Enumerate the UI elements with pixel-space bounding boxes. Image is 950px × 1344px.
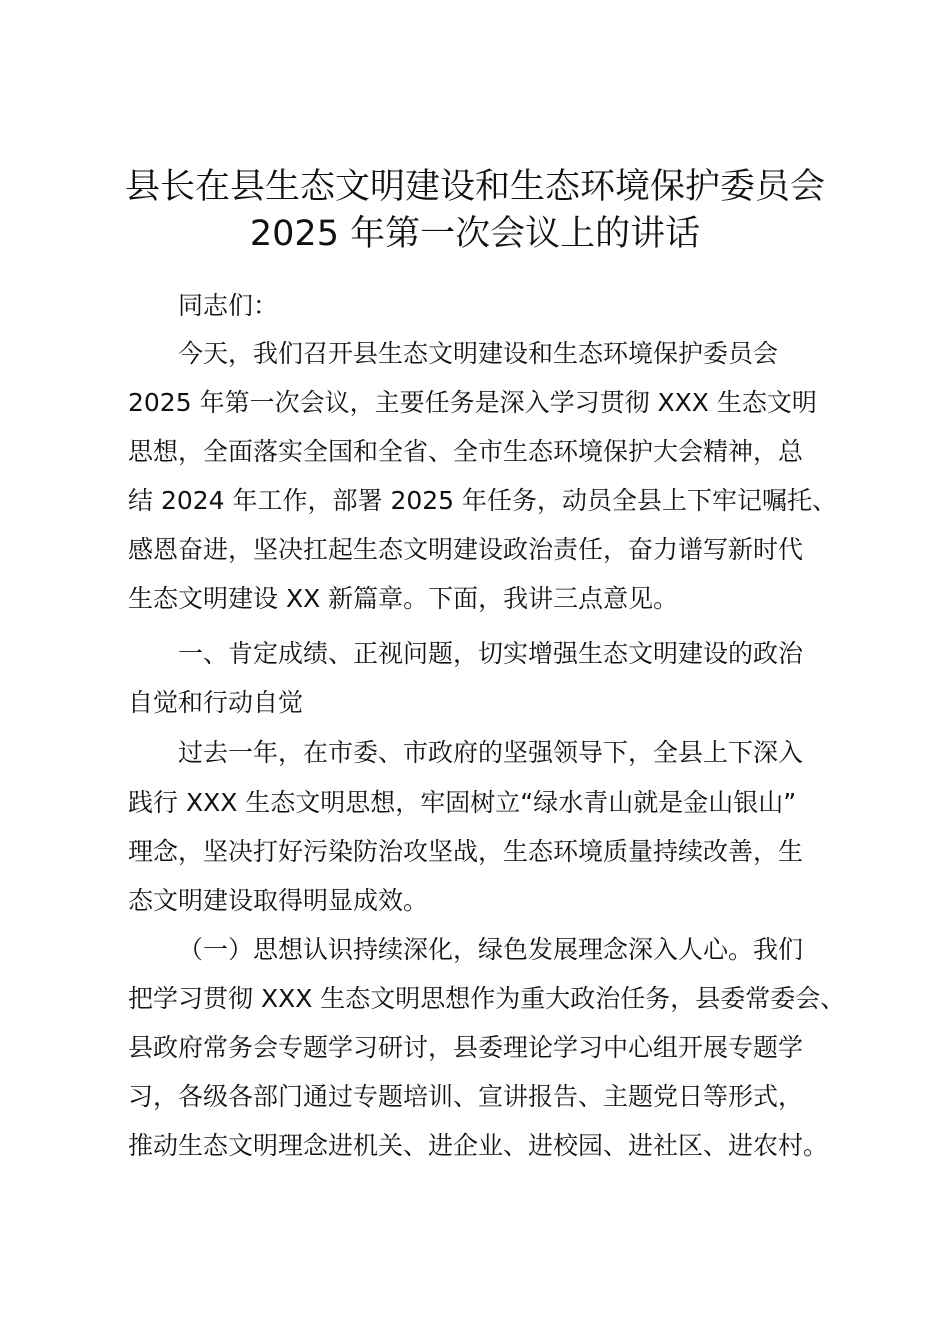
paragraph-line: 2025 年第一次会议，主要任务是深入学习贯彻 XXX 生态文明 [128,388,817,417]
paragraph-line: 今天，我们召开县生态文明建设和生态环境保护委员会 [178,339,779,368]
paragraph-line: 理念，坚决打好污染防治攻坚战，生态环境质量持续改善，生 [128,837,804,866]
paragraph-line: 县政府常务会专题学习研讨，县委理论学习中心组开展专题学 [128,1033,804,1062]
paragraph-line: 思想，全面落实全国和全省、全市生态环境保护大会精神，总 [128,437,804,466]
paragraph-line: 结 2024 年工作，部署 2025 年任务，动员全县上下牢记嘱托、 [128,486,838,515]
paragraph-line: 推动生态文明理念进机关、进企业、进校园、进社区、进农村。 [128,1131,829,1160]
paragraph-line: 践行 XXX 生态文明思想，牢固树立“绿水青山就是金山银山” [128,788,797,817]
document-title-line-2: 2025 年第一次会议上的讲话 [249,214,701,254]
salutation: 同志们： [178,291,279,320]
section-heading-line: 一、肯定成绩、正视问题，切实增强生态文明建设的政治 [178,639,804,668]
paragraph-line: 感恩奋进，坚决扛起生态文明建设政治责任，奋力谱写新时代 [128,535,804,564]
section-heading-line: 自觉和行动自觉 [128,688,304,717]
paragraph-line: 习，各级各部门通过专题培训、宣讲报告、主题党日等形式， [128,1082,804,1111]
paragraph-line: 过去一年，在市委、市政府的坚强领导下，全县上下深入 [178,738,804,767]
paragraph-line: 生态文明建设 XX 新篇章。下面，我讲三点意见。 [128,584,679,613]
paragraph-line: 态文明建设取得明显成效。 [128,886,429,915]
paragraph-line: 把学习贯彻 XXX 生态文明思想作为重大政治任务，县委常委会、 [128,984,846,1013]
document-title-line-1: 县长在县生态文明建设和生态环境保护委员会 [124,167,825,207]
paragraph-line: （一）思想认识持续深化，绿色发展理念深入人心。我们 [178,935,804,964]
